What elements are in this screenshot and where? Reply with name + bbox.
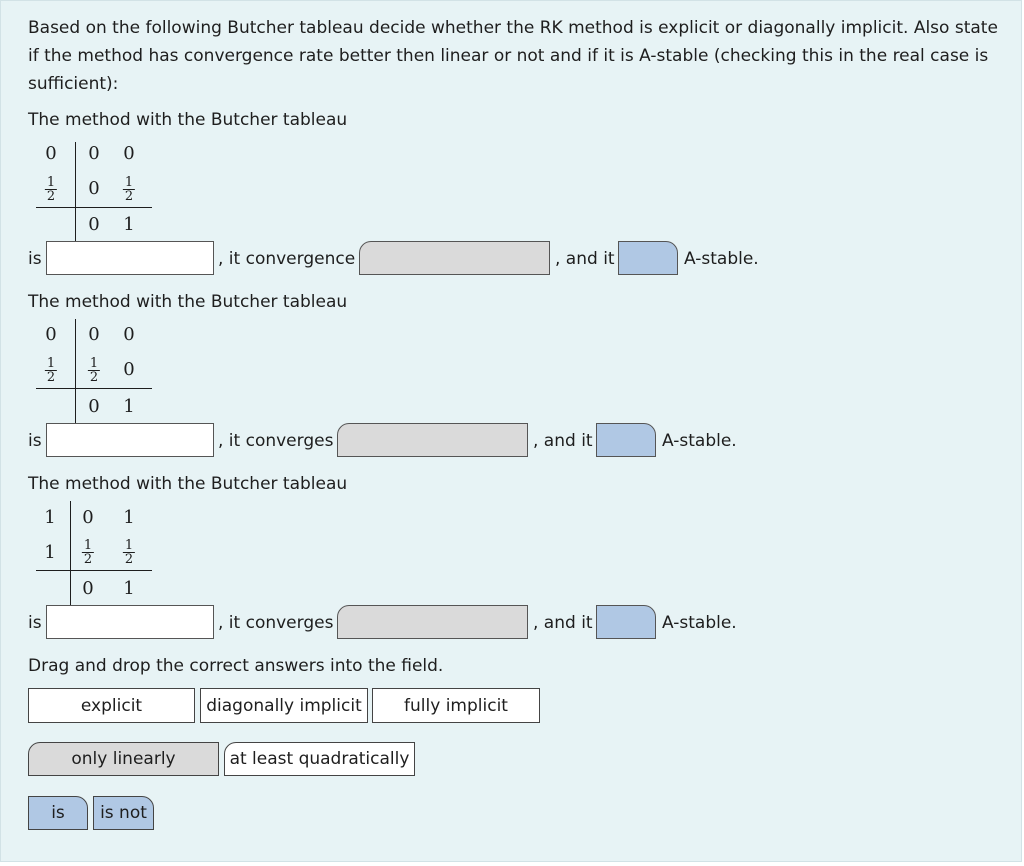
part1-method-type-drop-zone[interactable]	[46, 241, 214, 275]
choice-explicit[interactable]: explicit	[28, 688, 195, 723]
choice-fully-implicit[interactable]: fully implicit	[372, 688, 540, 723]
choice-diagonally-implicit[interactable]: diagonally implicit	[200, 688, 368, 723]
choice-is[interactable]: is	[28, 796, 88, 830]
part2-heading: The method with the Butcher tableau	[28, 292, 348, 312]
part3-a22-fraction: $\frac{1}{2}$	[124, 538, 134, 567]
part2-a11: 0	[88, 324, 100, 345]
part1-a22-fraction: $\frac{1}{2}$	[124, 175, 134, 204]
part2-b1: 0	[88, 396, 100, 417]
question-intro: Based on the following Butcher tableau decide whether the RK method is explicit or diagonally implicit. Also state if the method has convergence rate better then linear or not and if it is A-stable (checking this in the real case is sufficient):	[28, 18, 998, 94]
part1-convergence-label: , it convergence	[218, 249, 356, 269]
part3-convergence-drop-zone[interactable]	[337, 605, 528, 639]
drag-drop-instruction: Drag and drop the correct answers into the field.	[28, 656, 444, 676]
part2-c1: 0	[45, 324, 57, 345]
choice-at-least-quadratically[interactable]: at least quadratically	[224, 742, 415, 776]
part2-convergence-label: , it converges	[218, 431, 334, 451]
part2-b2: 1	[123, 396, 135, 417]
choice-is-not[interactable]: is not	[93, 796, 154, 830]
part2-and-label: , and it	[533, 431, 593, 451]
choice-only-linearly[interactable]: only linearly	[28, 742, 219, 776]
part3-astable-label: A-stable.	[662, 613, 737, 633]
part3-b1: 0	[82, 578, 94, 599]
part2-is-label: is	[28, 431, 42, 451]
part3-a21-fraction: $\frac{1}{2}$	[83, 538, 93, 567]
part3-c2: 1	[44, 542, 56, 563]
part1-a12: 0	[123, 143, 135, 164]
part1-stability-drop-zone[interactable]	[618, 241, 678, 275]
part2-a22: 0	[123, 359, 135, 380]
part1-b1: 0	[88, 214, 100, 235]
part3-c1: 1	[44, 507, 56, 528]
part2-astable-label: A-stable.	[662, 431, 737, 451]
part1-a21: 0	[88, 178, 100, 199]
part2-stability-drop-zone[interactable]	[596, 423, 656, 457]
part3-convergence-label: , it converges	[218, 613, 334, 633]
part3-b2: 1	[123, 578, 135, 599]
part1-and-label: , and it	[555, 249, 615, 269]
part3-method-type-drop-zone[interactable]	[46, 605, 214, 639]
part1-a11: 0	[88, 143, 100, 164]
part1-is-label: is	[28, 249, 42, 269]
part1-heading: The method with the Butcher tableau	[28, 110, 348, 130]
part3-a12: 1	[123, 507, 135, 528]
part3-heading: The method with the Butcher tableau	[28, 474, 348, 494]
part2-method-type-drop-zone[interactable]	[46, 423, 214, 457]
part1-c2-fraction: $\frac{1}{2}$	[46, 175, 56, 204]
part1-b2: 1	[123, 214, 135, 235]
part2-c2-fraction: $\frac{1}{2}$	[46, 356, 56, 385]
part2-a21-fraction: $\frac{1}{2}$	[89, 356, 99, 385]
part2-a12: 0	[123, 324, 135, 345]
part2-convergence-drop-zone[interactable]	[337, 423, 528, 457]
part1-c1: 0	[45, 143, 57, 164]
part3-a11: 0	[82, 507, 94, 528]
part3-and-label: , and it	[533, 613, 593, 633]
part1-convergence-drop-zone[interactable]	[359, 241, 550, 275]
part3-stability-drop-zone[interactable]	[596, 605, 656, 639]
part1-astable-label: A-stable.	[684, 249, 759, 269]
part3-is-label: is	[28, 613, 42, 633]
